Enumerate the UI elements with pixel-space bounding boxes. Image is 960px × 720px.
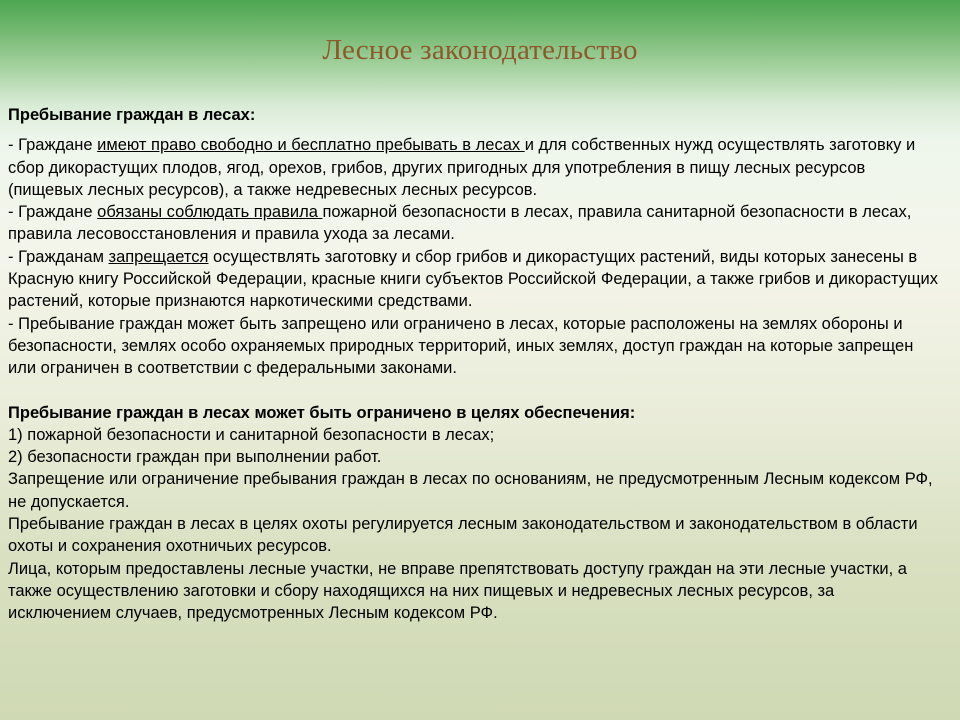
section2-line-2: 2) безопасности граждан при выполнении работ. — [8, 448, 382, 467]
prohibitions-rest: осуществлять заготовку и сбор грибов и дикорастущих растений, виды которых занесены в Красную книгу Российской Федерации, красные книги субъектов Российской Федерации, а также грибов и дикорастущих растений, которые признаются наркотическими средствами. — [8, 247, 938, 311]
section2-line-3: Запрещение или ограничение пребывания граждан в лесах по основаниям, не предусмотренным Лесным кодексом РФ, не допускается. — [8, 470, 933, 511]
section2-line-4: Пребывание граждан в лесах в целях охоты регулируется лесным законодательством и законодательством в области охоты и сохранения охотничьих ресурсов. — [8, 515, 918, 556]
slide-title: Лесное законодательство — [322, 34, 638, 66]
duties-rest: пожарной безопасности в лесах, правила санитарной безопасности в лесах, правила лесовосстановления и правила ухода за лесами. — [8, 203, 912, 244]
duties-underlined: обязаны соблюдать правила — [97, 203, 323, 222]
rights-rest: и для собственных нужд осуществлять заготовку и сбор дикорастущих плодов, ягод, орехов, грибов, других пригодных для употребления в пищу лесных ресурсов (пищевых лесных ресурсов), а также недревесных лесных ресурсов. — [8, 136, 916, 199]
prohibitions-prefix: - Гражданам — [8, 247, 109, 266]
duties-prefix: - Граждане — [8, 203, 98, 222]
section2-line-5: Лица, которым предоставлены лесные участки, не вправе препятствовать доступу граждан на эти лесные участки, а также осуществлению заготовки и сбору находящихся на них пищевых и недревесных лесных ресурсов, за исключением случаев, предусмотренных Лесным кодексом РФ. — [8, 559, 907, 623]
rights-paragraph — [8, 134, 938, 201]
restrictions-text: - Пребывание граждан может быть запрещено или ограничено в лесах, которые расположены на землях обороны и безопасности, землях особо охраняемых природных территорий, иных землях, доступ граждан на которые запрещен или ограничен в соответствии с федеральными законами. — [8, 314, 914, 378]
duties-paragraph — [8, 201, 938, 246]
prohibitions-underlined: запрещается — [108, 247, 209, 266]
section2-heading: Пребывание граждан в лесах может быть ограничено в целях обеспечения: — [8, 403, 636, 422]
rights-prefix: - Граждане — [8, 136, 98, 155]
prohibitions-paragraph — [8, 246, 938, 313]
section2-line-1: 1) пожарной безопасности и санитарной безопасности в лесах; — [8, 425, 495, 444]
rights-underlined: имеют право свободно и бесплатно пребывать в лесах — [97, 136, 525, 155]
section1-heading: Пребывание граждан в лесах: — [8, 106, 256, 124]
slide-content — [8, 104, 938, 625]
restrictions-paragraph — [8, 313, 938, 380]
